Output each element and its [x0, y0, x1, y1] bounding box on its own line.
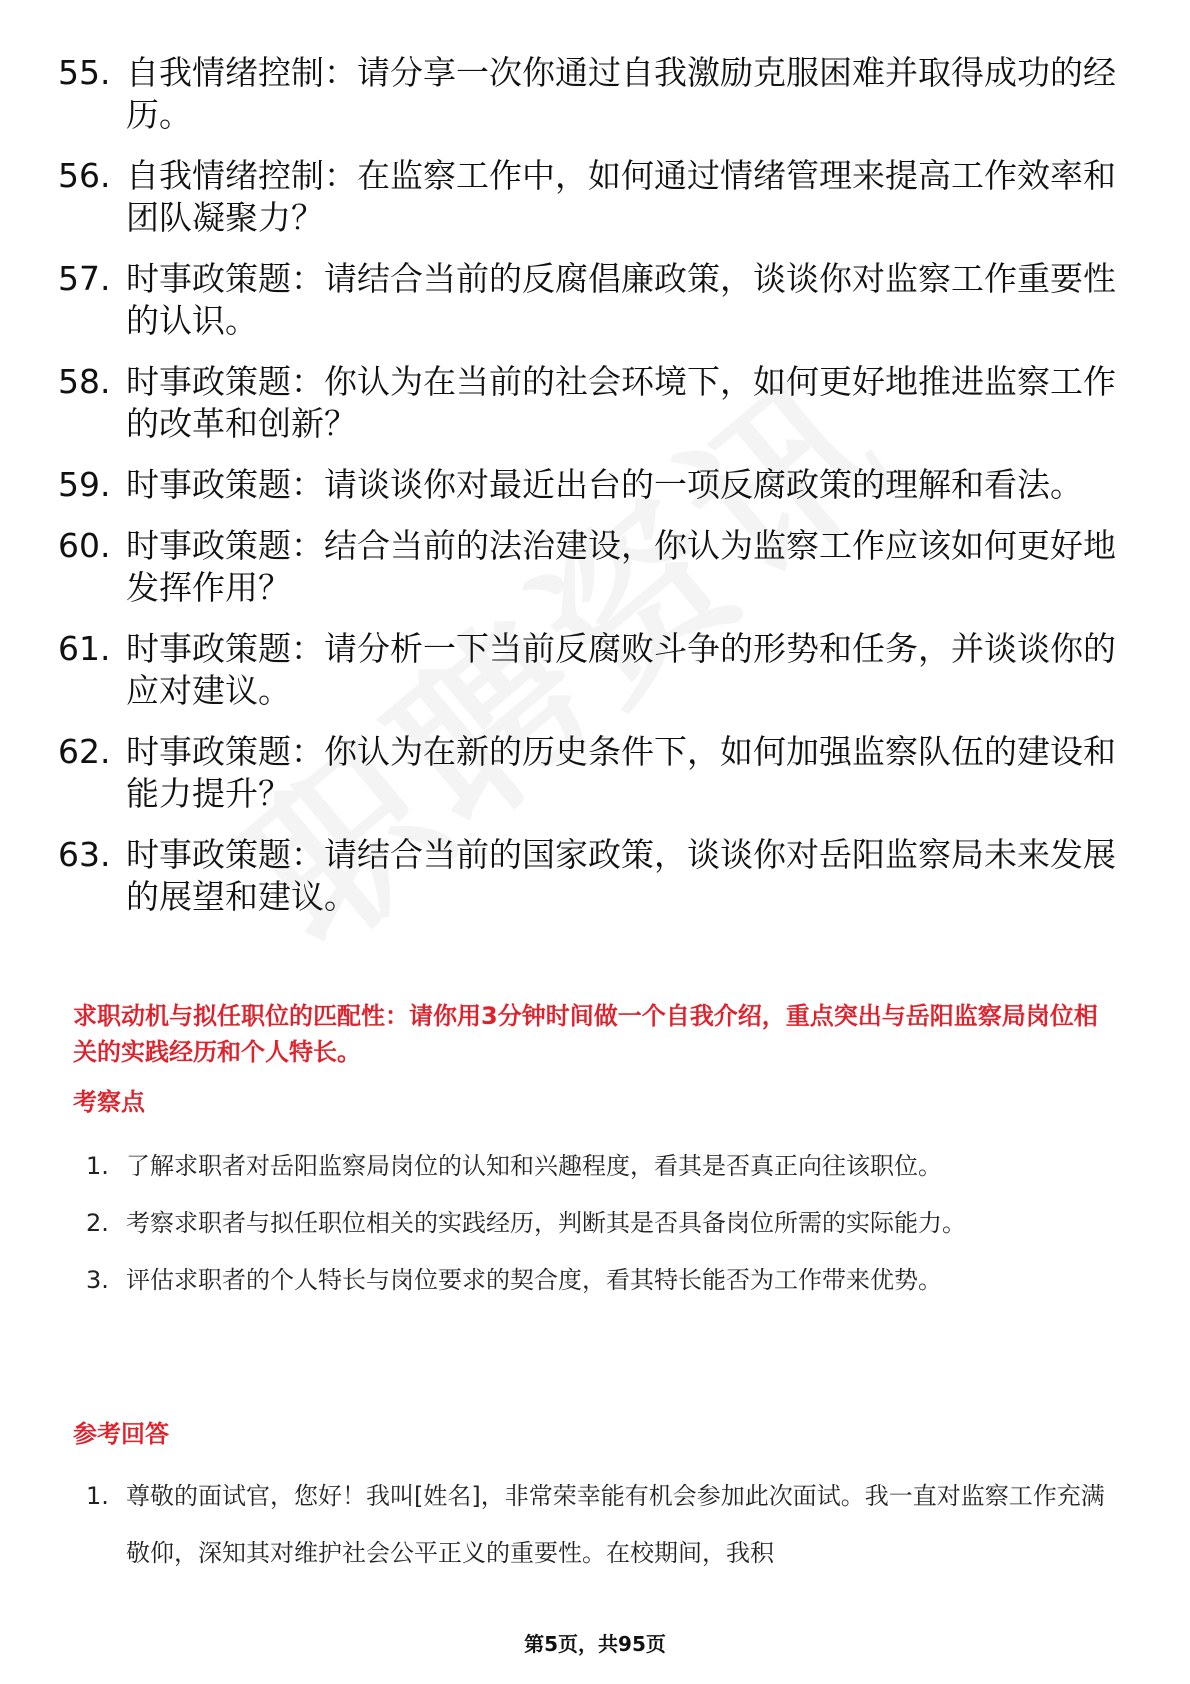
exam-points-list: [86, 1138, 1116, 1309]
question-item: [58, 52, 1118, 136]
question-number: 61.: [58, 629, 111, 668]
question-item: [58, 361, 1118, 445]
question-text: 时事政策题：你认为在新的历史条件下，如何加强监察队伍的建设和能力提升？: [126, 732, 1116, 813]
question-number: 57.: [58, 259, 111, 298]
reference-answer-number: 1.: [86, 1482, 109, 1510]
question-item: [58, 834, 1118, 918]
question-item: [58, 464, 1118, 506]
exam-point-text: 考察求职者与拟任职位相关的实践经历，判断其是否具备岗位所需的实际能力。: [126, 1209, 966, 1237]
reference-answer-item: [86, 1468, 1116, 1582]
question-number: 58.: [58, 362, 111, 401]
exam-point-number: 1.: [86, 1152, 109, 1180]
question-item: [58, 731, 1118, 815]
question-list: [58, 52, 1118, 937]
question-text: 时事政策题：请分析一下当前反腐败斗争的形势和任务，并谈谈你的应对建议。: [126, 629, 1116, 710]
exam-point-number: 3.: [86, 1266, 109, 1294]
question-number: 60.: [58, 526, 111, 565]
question-text: 时事政策题：请谈谈你对最近出台的一项反腐政策的理解和看法。: [126, 465, 1083, 504]
motive-question: 求职动机与拟任职位的匹配性：请你用3分钟时间做一个自我介绍，重点突出与岳阳监察局岗位相关的实践经历和个人特长。: [73, 1002, 1098, 1066]
question-text: 自我情绪控制：在监察工作中，如何通过情绪管理来提高工作效率和团队凝聚力？: [126, 156, 1116, 237]
page-footer: 第5页，共95页: [524, 1632, 666, 1656]
reference-answer-text: 尊敬的面试官，您好！我叫[姓名]，非常荣幸能有机会参加此次面试。我一直对监察工作充满敬仰，深知其对维护社会公平正义的重要性。在校期间，我积: [126, 1482, 1105, 1567]
question-text: 时事政策题：请结合当前的国家政策，谈谈你对岳阳监察局未来发展的展望和建议。: [126, 835, 1116, 916]
question-item: [58, 525, 1118, 609]
question-number: 62.: [58, 732, 111, 771]
question-item: [58, 258, 1118, 342]
question-number: 63.: [58, 835, 111, 874]
question-number: 56.: [58, 156, 111, 195]
reference-answer-title: 参考回答: [73, 1420, 169, 1448]
exam-point-text: 了解求职者对岳阳监察局岗位的认知和兴趣程度，看其是否真正向往该职位。: [126, 1152, 942, 1180]
question-text: 时事政策题：请结合当前的反腐倡廉政策，谈谈你对监察工作重要性的认识。: [126, 259, 1116, 340]
question-number: 55.: [58, 53, 111, 92]
exam-point-item: [86, 1252, 1116, 1309]
exam-point-item: [86, 1195, 1116, 1252]
question-item: [58, 155, 1118, 239]
question-text: 自我情绪控制：请分享一次你通过自我激励克服困难并取得成功的经历。: [126, 53, 1116, 134]
question-text: 时事政策题：结合当前的法治建设，你认为监察工作应该如何更好地发挥作用？: [126, 526, 1116, 607]
exam-point-item: [86, 1138, 1116, 1195]
exam-points-title: 考察点: [73, 1088, 145, 1116]
question-text: 时事政策题：你认为在当前的社会环境下，如何更好地推进监察工作的改革和创新？: [126, 362, 1116, 443]
exam-point-number: 2.: [86, 1209, 109, 1237]
exam-point-text: 评估求职者的个人特长与岗位要求的契合度，看其特长能否为工作带来优势。: [126, 1266, 942, 1294]
reference-answer-list: [86, 1468, 1116, 1582]
question-number: 59.: [58, 465, 111, 504]
question-item: [58, 628, 1118, 712]
